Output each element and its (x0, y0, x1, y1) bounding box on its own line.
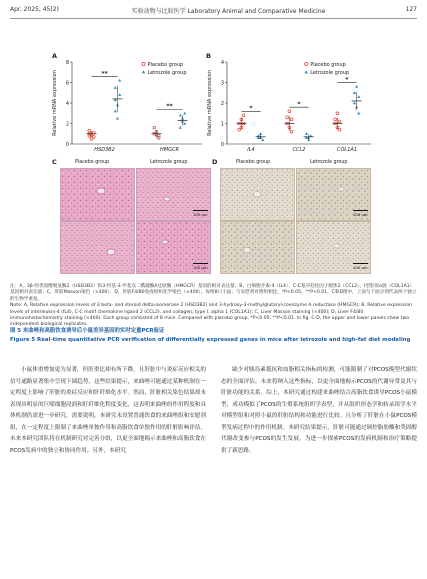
body-column-right (221, 365, 417, 457)
figure-notes (10, 284, 417, 329)
panel-d-letrozole-title: Letrozole group (310, 160, 348, 165)
figure-caption-en: Figure 5 Real-time quantitative PCR verification of differentially expressed genes in mice after letrozole and high-fat diet modeling (10, 337, 411, 343)
data-point (305, 132, 308, 135)
body-paragraph: 缺少对胰岛素抵抗和血脂相关指标的检测，可能限制了对PCOS模型代谢状态的全面评估。未来将纳入这些指标，以更全面地揭示PCOS的代谢异常及其与肝脏功能的关系。综上，本研究通过构建来曲唑结合高脂饮食诱导PCOS小鼠模型，成功模拟了PCOS的生殖系统组织学表型，并从组织形态学和转录组学水平对模型组和对照小鼠的肝脏结构和功能进行比较。且分析了肝脏在小鼠PCOS模型发病过程中的作用机制。本研究结果提示，肝脏可能通过调控脂肪酸和类固醇代谢改变参与PCOS的发生发展。为进一步探索PCOS的发病机制和治疗策略提供了新思路。 (221, 367, 417, 454)
body-column-left (10, 365, 206, 457)
data-point (153, 126, 156, 129)
y-axis-label: Relative mRNA expression (52, 70, 58, 136)
masson-placebo-replicate-2 (60, 221, 135, 274)
data-point (118, 79, 121, 82)
figure-notes-en: Note: A, Relative expression levels of 3 beta- and steroid delta-isomerase 2 (HSD3B2) and 3-hydroxy-3-methylglutaryl-coenzyme A reductase (HMGCR); B, Relative expression levels of interleukin-4 (IL4), C-C motif chemokine ligand 2 (CCL2), and collagen, type I, alpha 1 (COL1A1); C, Liver Masson staining (×400); D, Liver F4/80 immunohistochemistry staining (×400). Each group consisted of 8 mice. Compared with placebo group, *P<0.05, **P<0.01. In fig. C-D, the upper and lower panels show two independent biological replicates. (10, 303, 413, 328)
y-tick-label: 2 (220, 100, 224, 107)
y-tick-label: 2 (65, 121, 69, 128)
legend-marker (304, 70, 308, 73)
data-point (114, 86, 117, 89)
data-point (357, 112, 360, 115)
data-point (179, 126, 182, 129)
data-point (357, 95, 360, 98)
scale-bar-label: 100 μm (353, 212, 368, 217)
issue-info: Apr. 2025, 45(2) (10, 6, 59, 13)
legend-label: Letrozole group (310, 69, 350, 76)
data-point (238, 128, 241, 131)
y-tick-label: 6 (65, 80, 69, 87)
f480-placebo-replicate-2 (220, 221, 295, 274)
running-header (10, 6, 417, 16)
f480-letrozole-replicate-1 (296, 168, 371, 221)
significance-label: * (345, 76, 349, 84)
y-tick-label: 0 (65, 141, 69, 148)
category-label: IL4 (247, 147, 255, 153)
data-point (286, 116, 289, 119)
panel-d-label: D (212, 158, 218, 166)
category-label: COL1A1 (337, 147, 357, 153)
data-point (334, 118, 337, 121)
y-axis-label: Relative mRNA expression (207, 70, 213, 136)
data-point (353, 101, 356, 104)
significance-label: ** (101, 70, 108, 78)
panel-a-label: A (52, 52, 58, 60)
data-point (88, 129, 91, 132)
panel-b-chart (205, 54, 377, 156)
legend-label: Placebo group (310, 61, 346, 68)
panel-c-label: C (52, 158, 57, 166)
legend-label: Placebo group (147, 61, 184, 68)
data-point (290, 118, 293, 121)
panel-a-chart (50, 54, 208, 156)
page-number: 127 (405, 6, 417, 13)
f480-letrozole-replicate-2 (296, 221, 371, 274)
panel-b-label: B (206, 52, 211, 60)
figure-caption-zh: 图 5 来曲唑和高脂饮食诱导后小鼠差异基因的实时定量PCR验证 (10, 328, 165, 334)
panel-c-placebo-title: Placebo group (75, 160, 110, 165)
category-label: CCL2 (292, 147, 306, 153)
data-point (114, 110, 117, 113)
header-rule (10, 18, 417, 19)
data-point (183, 112, 186, 115)
category-label: HMGCR (160, 147, 179, 153)
panel-c-letrozole-title: Letrozole group (150, 160, 188, 165)
y-tick-label: 4 (220, 59, 224, 66)
scale-bar-label: 100 μm (353, 265, 368, 270)
data-point (118, 93, 121, 96)
panel-d-placebo-title: Placebo group (236, 160, 271, 165)
y-tick-label: 4 (65, 100, 69, 107)
masson-letrozole-replicate-2 (136, 221, 211, 274)
data-point (288, 110, 291, 113)
y-tick-label: 0 (220, 141, 224, 148)
scale-bar-label: 100 μm (193, 212, 208, 217)
significance-label: ** (166, 103, 173, 111)
scale-bar-label: 100 μm (193, 265, 208, 270)
data-point (90, 137, 93, 140)
legend-marker (142, 70, 146, 73)
data-point (336, 112, 339, 115)
body-paragraph: 小鼠体重增加更为显著，但肝重比却有所下降，且肝脏中与炎症反应相关的信号通路显著集中呈现下调趋势，这些结果提示，来曲唑可能通过某种机制在一定程度上影响了肝脏的炎症反应和肝纤维化水平。然而，肝脏相关染色结果却未表现出明显的巨噬细胞浸润和肝纤维化程度变化，这表明来曲唑的作用程度和具体机制仍需进一步研究。需要说明，本研究未设置普通饮食的来曲唑组和安慰剂组，在一定程度上限制了来曲唑单独作用和高脂饮食单独作用的肝脏影响评估，未来本研究团队将在机制研究对完善分组，以更全面地揭示来曲唑和高脂饮食在PCOS发病中的独立和协同作用。另外，本研究 (10, 367, 206, 454)
journal-title: 实验动物与比较医学 Laboratory Animal and Comparative Medicine (131, 8, 326, 15)
legend-label: Letrozole group (147, 69, 187, 76)
masson-placebo-replicate-1 (60, 168, 135, 221)
data-point (353, 91, 356, 94)
data-point (290, 130, 293, 133)
f480-placebo-replicate-1 (220, 168, 295, 221)
significance-label: * (249, 105, 253, 113)
data-point (179, 114, 182, 117)
data-point (242, 114, 245, 117)
y-tick-label: 1 (220, 121, 224, 128)
legend-marker (305, 62, 308, 65)
masson-letrozole-replicate-1 (136, 168, 211, 221)
data-point (259, 132, 262, 135)
data-point (355, 85, 358, 88)
y-tick-label: 3 (220, 80, 224, 87)
legend-marker (142, 62, 145, 65)
data-point (116, 117, 119, 120)
figure-notes-zh: 注：A，3β-羟类固醇脱氢酶2（HSD3B2）和3-羟基-3-甲基戊二酰辅酶A还原酶（HMGCR）基因的相对表达量；B，白细胞介素-4（IL4）、C-C基序趋化因子配体2（CCL2）、I型胶原α链（COL1A1）基因相对表达量；C，肝脏Masson染色（×400）；D，肝脏F4/80免疫组织化学染色（×400）。每组8只小鼠；与安慰剂对照组相比，*P<0.05，**P<0.01。C和D图中，上面与下面分别代表两个独立的生物学重复。 (10, 284, 417, 302)
data-point (338, 120, 341, 123)
y-tick-label: 8 (65, 59, 69, 66)
category-label: HSD3B2 (94, 147, 115, 153)
significance-label: * (297, 101, 301, 108)
